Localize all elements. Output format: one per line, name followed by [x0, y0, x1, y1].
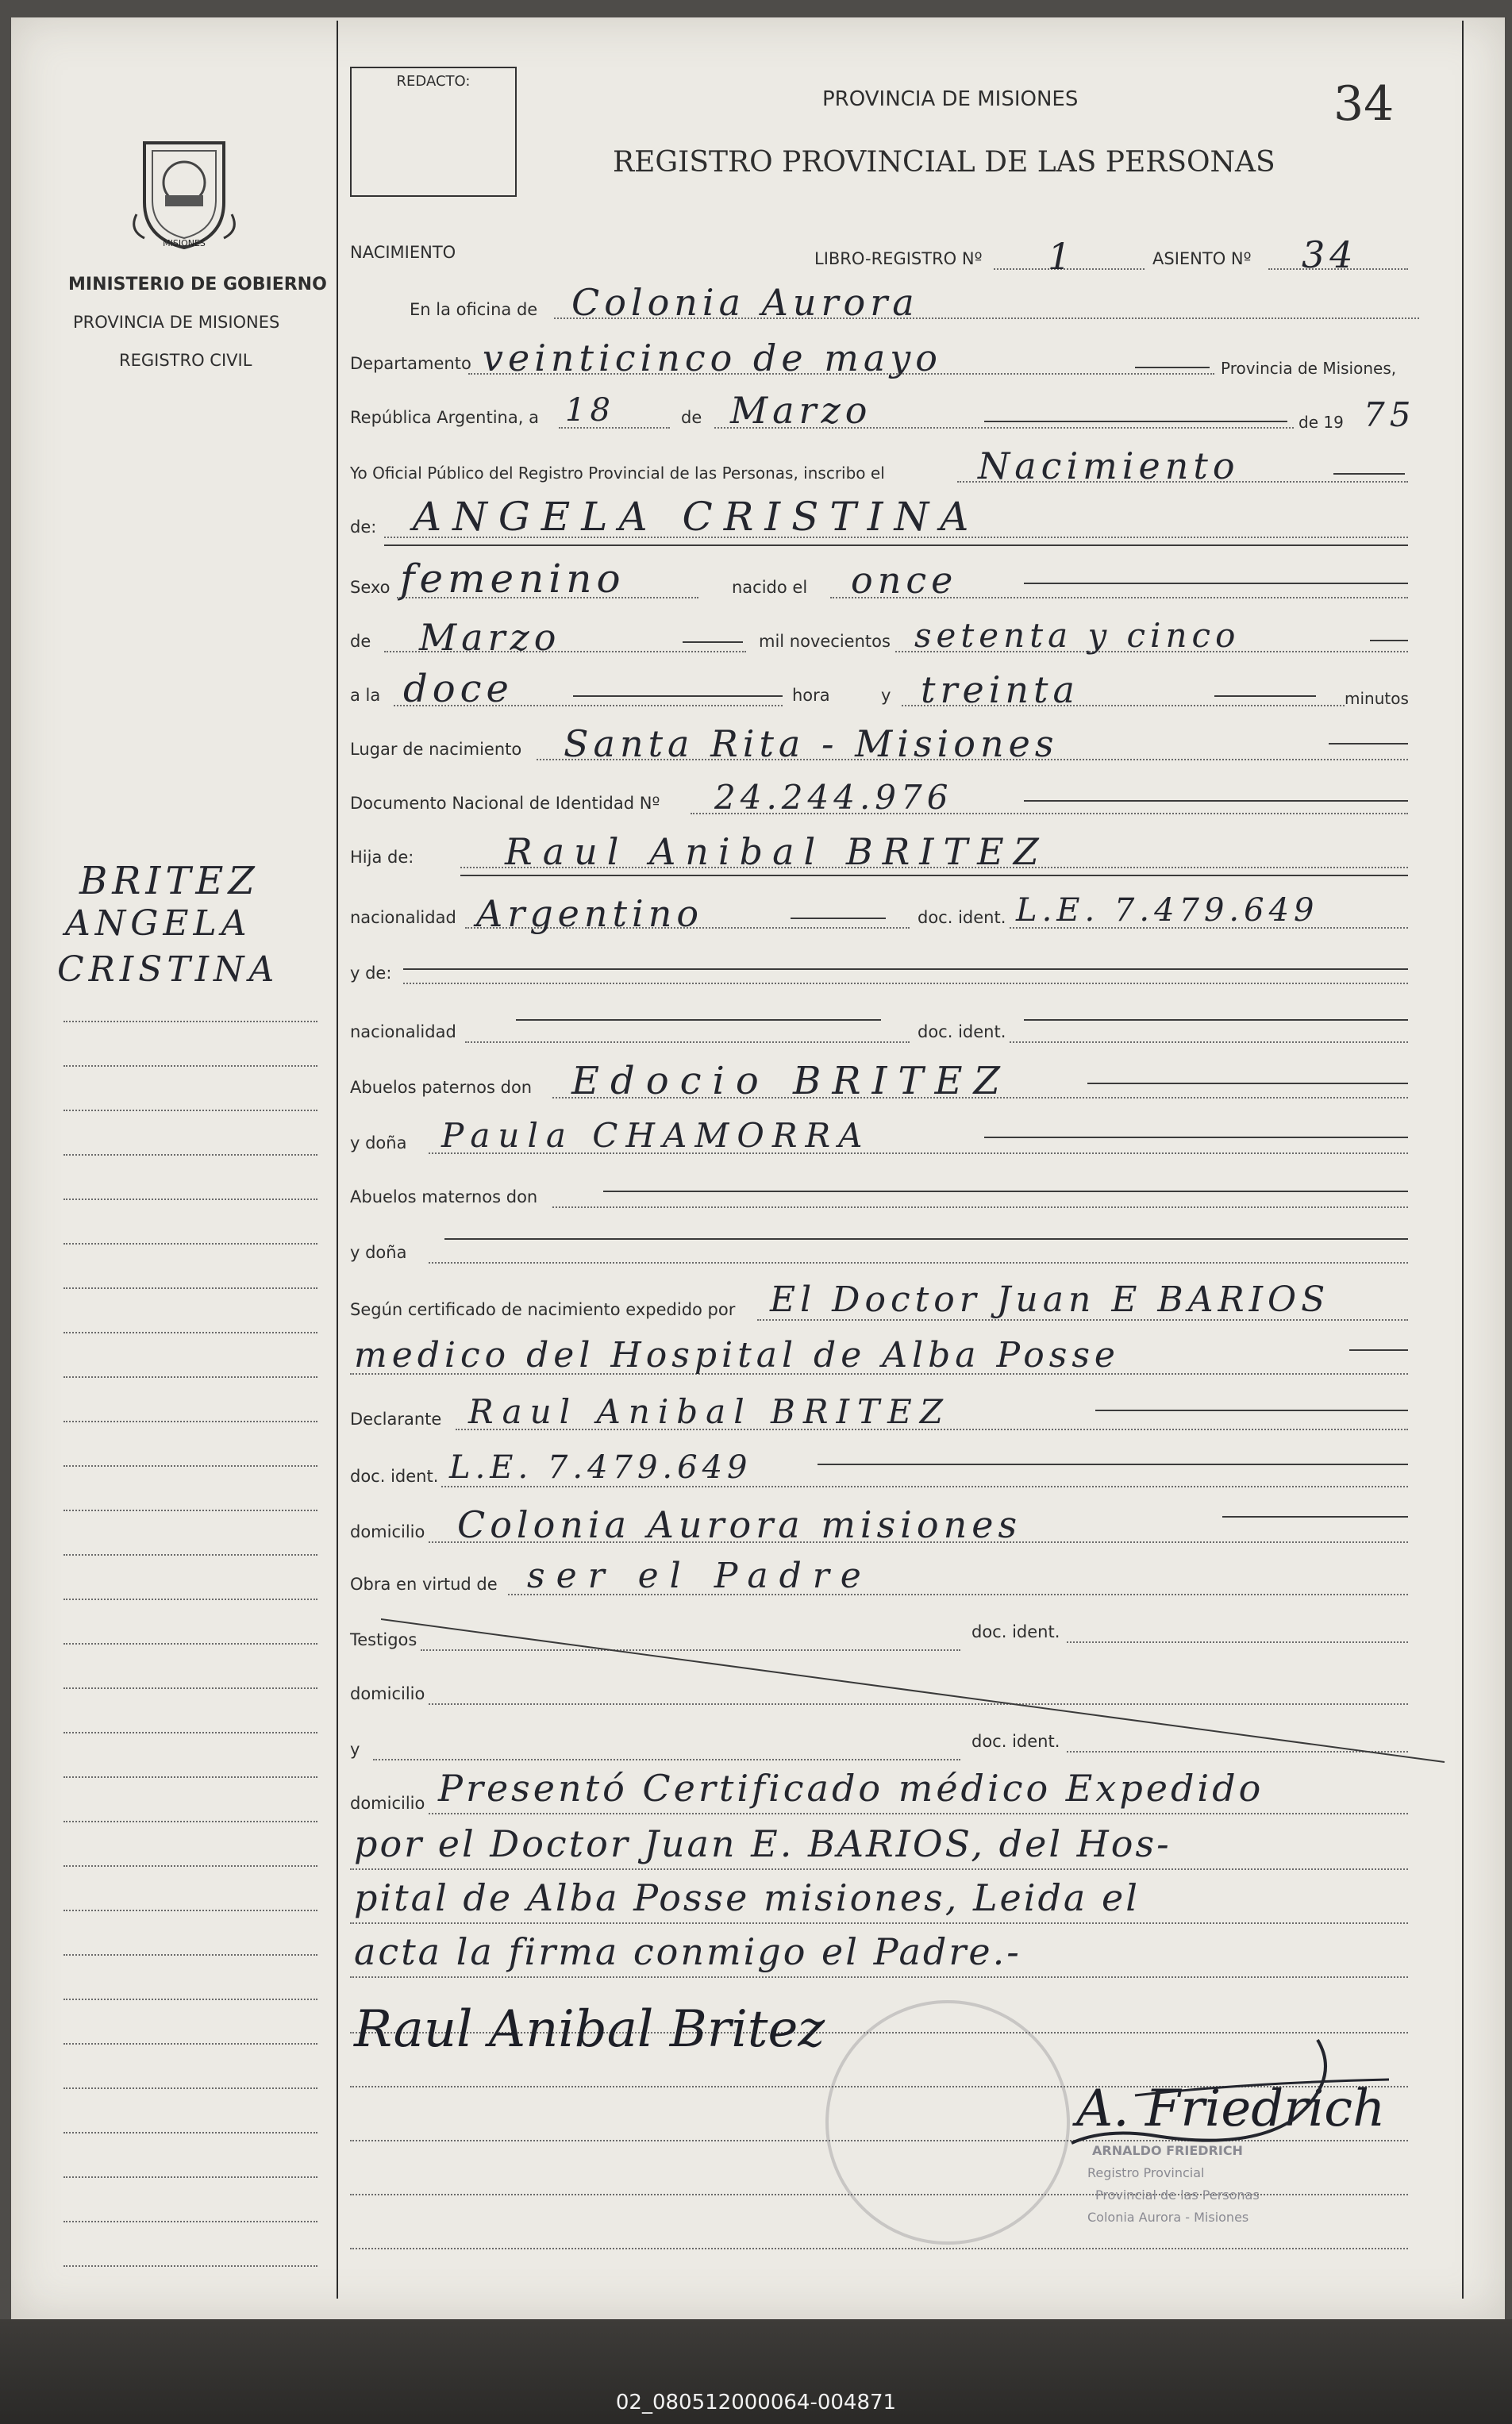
hija-label: Hija de: — [350, 848, 414, 867]
documento-value: 24.244.976 — [714, 778, 953, 817]
ydona2-label: y doña — [350, 1243, 407, 1262]
sexo-value: femenino — [400, 556, 625, 602]
y2-label: y — [350, 1740, 360, 1759]
stamp-line3: Provincial de las Personas — [1095, 2187, 1260, 2203]
redacto-box — [350, 67, 517, 197]
hora-value: doce — [403, 667, 514, 711]
lugar-label: Lugar de nacimiento — [350, 740, 522, 759]
certificado-label: Según certificado de nacimiento expedido por — [350, 1300, 736, 1319]
testigos-doc-label: doc. ident. — [971, 1622, 1060, 1641]
margin-note-name2: CRISTINA — [57, 949, 279, 990]
province-seal-icon — [121, 127, 248, 254]
dia-value: 18 — [565, 392, 615, 429]
asiento-label: ASIENTO Nº — [1152, 249, 1252, 268]
domicilio3-label: domicilio — [350, 1794, 425, 1813]
declarante-doc-label: doc. ident. — [350, 1467, 439, 1486]
padre-doc-value: L.E. 7.479.649 — [1016, 892, 1319, 929]
margin-note-surname: BRITEZ — [79, 859, 260, 903]
page-number: 34 — [1333, 76, 1395, 132]
oficina-label: En la oficina de — [410, 300, 538, 319]
certificado-value2: medico del Hospital de Alba Posse — [354, 1335, 1120, 1376]
stamp-line1: ARNALDO FRIEDRICH — [1092, 2143, 1243, 2158]
obs-line1: Presentó Certificado médico Expedido — [438, 1767, 1264, 1810]
obra-label: Obra en virtud de — [350, 1575, 498, 1594]
oficial-signature: A. Friedrich — [1076, 2080, 1386, 2138]
obra-value: ser el Padre — [527, 1556, 872, 1596]
declarante-value: Raul Anibal BRITEZ — [468, 1392, 951, 1431]
nacionalidad-label: nacionalidad — [350, 908, 456, 927]
padre-value: Raul Anibal BRITEZ — [505, 830, 1048, 873]
mes-value: Marzo — [730, 389, 872, 432]
seal-text: MISIONES — [163, 238, 206, 248]
sexo-label: Sexo — [350, 578, 391, 597]
image-id-label: 02_080512000064-004871 — [615, 2391, 897, 2414]
documento-label: Documento Nacional de Identidad Nº — [350, 794, 660, 813]
minutos-label: minutos — [1345, 689, 1409, 708]
doc-ident2-label: doc. ident. — [918, 1022, 1006, 1041]
obs-line3: pital de Alba Posse misiones, Leida el — [354, 1876, 1140, 1919]
oficial-text: Yo Oficial Público del Registro Provincial de las Personas, inscribo el — [350, 464, 885, 483]
y2-doc-label: doc. ident. — [971, 1732, 1060, 1751]
nacimiento-label: NACIMIENTO — [350, 243, 456, 262]
minutos-value: treinta — [921, 668, 1079, 711]
abuelos-paternos-label: Abuelos paternos don — [350, 1078, 533, 1097]
domicilio2-label: domicilio — [350, 1684, 425, 1703]
nacido-anio-value: setenta y cinco — [914, 616, 1241, 655]
obs-line4: acta la firma conmigo el Padre.- — [354, 1930, 1021, 1973]
registry-title: REGISTRO PROVINCIAL DE LAS PERSONAS — [613, 146, 1275, 179]
nacionalidad-value: Argentino — [476, 892, 704, 935]
y-label: y — [881, 686, 891, 705]
de-label: de — [681, 408, 702, 427]
republica-label: República Argentina, a — [350, 408, 539, 427]
nombre-value: ANGELA CRISTINA — [413, 494, 980, 540]
de-nombre-label: de: — [350, 518, 377, 537]
official-stamp — [825, 2000, 1070, 2245]
nacido-dia-value: once — [851, 559, 958, 602]
ala-label: a la — [350, 686, 381, 705]
certificado-value1: El Doctor Juan E BARIOS — [770, 1279, 1330, 1320]
margin-rule-left — [337, 21, 338, 2299]
acto-value: Nacimiento — [978, 444, 1240, 487]
sidebar-province-label: PROVINCIA DE MISIONES — [73, 313, 280, 332]
domicilio-label: domicilio — [350, 1522, 425, 1541]
ministry-label: MINISTERIO DE GOBIERNO — [68, 275, 327, 294]
cancel-stroke — [381, 1611, 1452, 1770]
testigos-label: Testigos — [350, 1630, 417, 1649]
domicilio-value: Colonia Aurora misiones — [457, 1503, 1022, 1546]
stamp-line4: Colonia Aurora - Misiones — [1087, 2210, 1249, 2225]
margin-note-name1: ANGELA — [65, 903, 252, 944]
abuelo-paterno-value: Edocio BRITEZ — [571, 1059, 1011, 1103]
oficina-value: Colonia Aurora — [571, 281, 919, 324]
departamento-value: veinticinco de mayo — [483, 337, 942, 379]
hora-label: hora — [792, 686, 830, 705]
obs-line2: por el Doctor Juan E. BARIOS, del Hos- — [354, 1822, 1172, 1865]
sidebar-registry-label: REGISTRO CIVIL — [119, 351, 252, 370]
abuelos-maternos-label: Abuelos maternos don — [350, 1187, 538, 1206]
libro-label: LIBRO-REGISTRO Nº — [814, 249, 983, 268]
declarante-doc-value: L.E. 7.479.649 — [449, 1449, 752, 1486]
nacionalidad2-label: nacionalidad — [350, 1022, 456, 1041]
margin-rule-right — [1462, 21, 1464, 2299]
declarante-label: Declarante — [350, 1410, 442, 1429]
signature-flourish — [1056, 2032, 1405, 2159]
yde-label: y de: — [350, 964, 392, 983]
lugar-value: Santa Rita - Misiones — [564, 722, 1059, 765]
asiento-value: 34 — [1302, 233, 1358, 276]
departamento-label: Departamento — [350, 354, 471, 373]
anio-value: 75 — [1364, 395, 1416, 434]
province-title: PROVINCIA DE MISIONES — [822, 87, 1079, 111]
provincia-suffix: Provincia de Misiones, — [1221, 359, 1397, 378]
anio-label: de 19 — [1298, 413, 1344, 432]
nacido-mes-value: Marzo — [419, 616, 561, 659]
abuela-paterna-value: Paula CHAMORRA — [441, 1116, 871, 1155]
mil-label: mil novecientos — [759, 632, 891, 651]
ydona-label: y doña — [350, 1133, 407, 1152]
stamp-line2: Registro Provincial — [1087, 2165, 1205, 2180]
nacido-label: nacido el — [732, 578, 808, 597]
declarante-signature: Raul Anibal Britez — [354, 2000, 825, 2059]
redacto-label: REDACTO: — [396, 73, 471, 90]
de2-label: de — [350, 632, 371, 651]
libro-value: 1 — [1048, 235, 1076, 278]
doc-ident-label: doc. ident. — [918, 908, 1006, 927]
